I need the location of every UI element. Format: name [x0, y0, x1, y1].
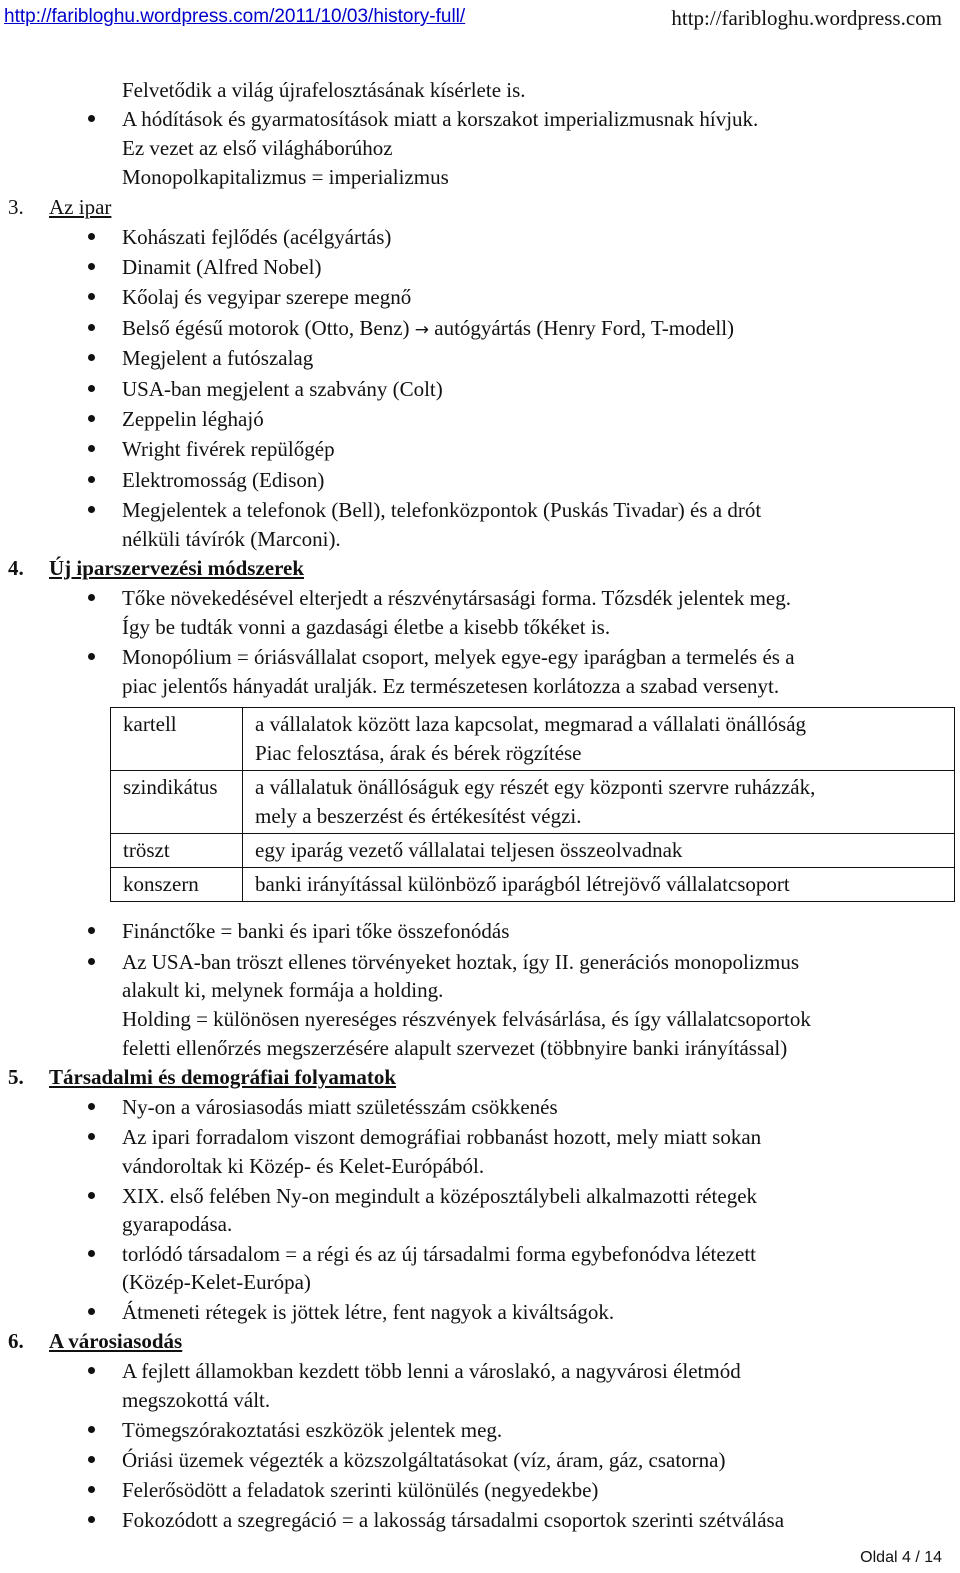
- list-item-continuation: Így be tudták vonni a gazdasági életbe a kisebb tőkéket is.: [122, 615, 611, 639]
- bullet-icon: [88, 927, 95, 934]
- definition-cell: [243, 834, 955, 868]
- definition-line: a vállalatuk önállóságuk egy részét egy központi szervre ruházzák,: [255, 775, 816, 799]
- list-item: Felerősödött a feladatok szerinti különülés (negyedekbe): [122, 1478, 599, 1502]
- list-item-continuation: nélküli távírók (Marconi).: [122, 527, 341, 551]
- list-item: Fokozódott a szegregáció = a lakosság társadalmi csoportok szerinti szétválása: [122, 1508, 785, 1532]
- bullet-icon: [88, 115, 95, 122]
- bullet-icon: [88, 1103, 95, 1110]
- page-header: [0, 0, 960, 36]
- section-number: 5.: [8, 1065, 24, 1089]
- list-item: Átmeneti rétegek is jöttek létre, fent nagyok a kiváltságok.: [122, 1300, 615, 1324]
- bullet-icon: [88, 1192, 95, 1199]
- list-item: Tőke növekedésével elterjedt a részvénytársasági forma. Tőzsdék jelentek meg.: [122, 586, 791, 610]
- bullet-icon: [88, 1426, 95, 1433]
- definition-line: egy iparág vezető vállalatai teljesen összeolvadnak: [255, 838, 683, 862]
- term-cell: szindikátus: [111, 771, 243, 834]
- list-item: XIX. első felében Ny-on megindult a középosztálybeli alkalmazotti rétegek: [122, 1184, 758, 1208]
- arrow-right-icon: →: [414, 320, 430, 340]
- intro-line: Monopolkapitalizmus = imperializmus: [122, 165, 449, 189]
- table-row: [111, 834, 955, 868]
- bullet-icon: [88, 1367, 95, 1374]
- list-item-continuation: Holding = különösen nyereséges részvények felvásárlása, és így vállalatcsoportok: [122, 1007, 811, 1031]
- section-number: 4.: [8, 556, 24, 580]
- section-title: A városiasodás: [49, 1329, 183, 1353]
- section-title: Társadalmi és demográfiai folyamatok: [49, 1065, 397, 1089]
- list-item-continuation: alakult ki, melynek formája a holding.: [122, 978, 444, 1002]
- source-link[interactable]: http://faribloghu.wordpress.com/2011/10/03/history-full/: [4, 6, 466, 27]
- section-number: 6.: [8, 1329, 24, 1353]
- intro-line: Ez vezet az első világháborúhoz: [122, 136, 393, 160]
- list-item: Kohászati fejlődés (acélgyártás): [122, 225, 392, 249]
- table-row: [111, 708, 955, 771]
- site-url: http://faribloghu.wordpress.com: [671, 6, 942, 30]
- list-item: Megjelent a futószalag: [122, 346, 314, 370]
- bullet-icon: [88, 293, 95, 300]
- bullet-icon: [88, 1308, 95, 1315]
- section-number: 3.: [8, 195, 24, 219]
- list-item-continuation: gyarapodása.: [122, 1212, 233, 1236]
- intro-line: Felvetődik a világ újrafelosztásának kísérlete is.: [122, 78, 526, 102]
- list-item-text: autógyártás (Henry Ford, T-modell): [434, 316, 735, 340]
- list-item: Ny-on a városiasodás miatt születésszám csökkenés: [122, 1095, 558, 1119]
- definition-cell: [243, 708, 955, 771]
- definition-cell: [243, 771, 955, 834]
- list-item: A fejlett államokban kezdett több lenni a városlakó, a nagyvárosi életmód: [122, 1359, 741, 1383]
- list-item: torlódó társadalom = a régi és az új társadalmi forma egybefonódva létezett: [122, 1242, 757, 1266]
- list-item-continuation: piac jelentős hányadát uralják. Ez természetesen korlátozza a szabad versenyt.: [122, 674, 780, 698]
- list-item-continuation: vándoroltak ki Közép- és Kelet-Európából.: [122, 1154, 485, 1178]
- list-item: USA-ban megjelent a szabvány (Colt): [122, 377, 443, 401]
- list-item-text: Belső égésű motorok (Otto, Benz): [122, 316, 410, 340]
- list-item: Óriási üzemek végezték a közszolgáltatásokat (víz, áram, gáz, csatorna): [122, 1448, 726, 1472]
- bullet-icon: [88, 1486, 95, 1493]
- bullet-icon: [88, 1456, 95, 1463]
- list-item: Wright fivérek repülőgép: [122, 437, 335, 461]
- bullet-icon: [88, 1133, 95, 1140]
- list-item: Monopólium = óriásvállalat csoport, melyek egye-egy iparágban a termelés és a: [122, 645, 795, 669]
- bullet-icon: [88, 476, 95, 483]
- bullet-icon: [88, 445, 95, 452]
- bullet-icon: [88, 415, 95, 422]
- bullet-icon: [88, 354, 95, 361]
- list-item-continuation: (Közép-Kelet-Európa): [122, 1270, 311, 1294]
- list-item: Dinamit (Alfred Nobel): [122, 255, 322, 279]
- bullet-icon: [88, 1250, 95, 1257]
- list-item: Az USA-ban tröszt ellenes törvényeket hoztak, így II. generációs monopolizmus: [122, 950, 800, 974]
- page-number: Oldal 4 / 14: [860, 1549, 942, 1566]
- bullet-icon: [88, 324, 95, 331]
- definition-cell: [243, 868, 955, 902]
- bullet-icon: [88, 594, 95, 601]
- list-item: Az ipari forradalom viszont demográfiai robbanást hozott, mely miatt sokan: [122, 1125, 762, 1149]
- definition-line: Piac felosztása, árak és bérek rögzítése: [255, 741, 582, 765]
- list-item: Zeppelin léghajó: [122, 407, 264, 431]
- table-row: [111, 868, 955, 902]
- list-item: Kőolaj és vegyipar szerepe megnő: [122, 285, 412, 309]
- list-item: A hódítások és gyarmatosítások miatt a korszakot imperializmusnak hívjuk.: [122, 107, 759, 131]
- bullet-icon: [88, 506, 95, 513]
- section-title: Az ipar: [49, 195, 112, 219]
- term-cell: kartell: [111, 708, 243, 771]
- term-cell: tröszt: [111, 834, 243, 868]
- section-title: Új iparszervezési módszerek: [49, 556, 305, 580]
- bullet-icon: [88, 958, 95, 965]
- list-item: Tömegszórakoztatási eszközök jelentek meg.: [122, 1418, 503, 1442]
- list-item: [122, 316, 734, 343]
- bullet-icon: [88, 385, 95, 392]
- monopoly-types-table: [110, 707, 955, 902]
- list-item: Elektromosság (Edison): [122, 468, 325, 492]
- list-item: Finánctőke = banki és ipari tőke összefonódás: [122, 919, 510, 943]
- bullet-icon: [88, 653, 95, 660]
- table-row: [111, 771, 955, 834]
- bullet-icon: [88, 233, 95, 240]
- definition-line: a vállalatok között laza kapcsolat, megmarad a vállalati önállóság: [255, 712, 807, 736]
- term-cell: konszern: [111, 868, 243, 902]
- bullet-icon: [88, 263, 95, 270]
- list-item-continuation: megszokottá vált.: [122, 1388, 271, 1412]
- bullet-icon: [88, 1516, 95, 1523]
- list-item: Megjelentek a telefonok (Bell), telefonközpontok (Puskás Tivadar) és a drót: [122, 498, 762, 522]
- definition-line: banki irányítással különböző iparágból létrejövő vállalatcsoport: [255, 872, 790, 896]
- definition-line: mely a beszerzést és értékesítést végzi.: [255, 804, 582, 828]
- list-item-continuation: feletti ellenőrzés megszerzésére alapult szervezet (többnyire banki irányítással): [122, 1036, 788, 1060]
